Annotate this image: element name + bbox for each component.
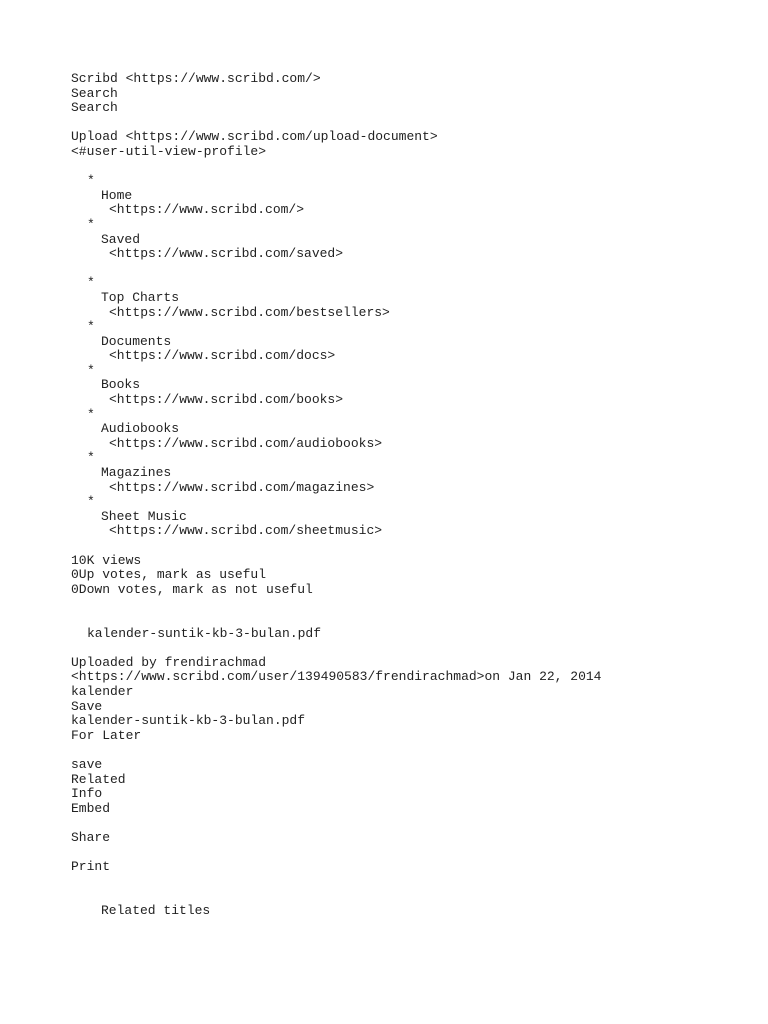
spacer <box>71 160 751 175</box>
uploaded-by: Uploaded by frendirachmad <box>71 654 267 670</box>
nav-item-home[interactable] <box>71 174 751 218</box>
nav-item-label[interactable]: Home <box>101 187 133 203</box>
search-button[interactable]: Search <box>71 100 118 116</box>
spacer <box>71 889 751 904</box>
document-tag[interactable]: kalender <box>71 683 134 699</box>
nav-item-url[interactable]: <https://www.scribd.com/sheetmusic> <box>109 523 383 539</box>
nav-item-url[interactable]: <https://www.scribd.com/saved> <box>109 246 344 262</box>
bullet: * <box>87 406 95 422</box>
views-count: 10K views <box>71 552 142 568</box>
spacer <box>71 116 751 131</box>
down-vote-button[interactable]: 0Down votes, mark as not useful <box>71 581 313 597</box>
bullet: * <box>87 216 95 232</box>
spacer <box>71 816 751 831</box>
main-nav <box>71 174 751 539</box>
nav-item-documents[interactable] <box>71 320 751 364</box>
search-label[interactable]: Search <box>71 85 118 101</box>
save-for-later-label[interactable]: For Later <box>71 727 142 743</box>
print-button[interactable]: Print <box>71 859 111 875</box>
uploader-link[interactable]: <https://www.scribd.com/user/139490583/frendirachmad>on Jan 22, 2014 <box>71 669 602 685</box>
document-actions <box>71 758 751 875</box>
bullet: * <box>87 494 95 510</box>
document-title: kalender-suntik-kb-3-bulan.pdf <box>87 625 322 641</box>
spacer <box>71 539 751 554</box>
document-stats <box>71 554 751 598</box>
nav-item-url[interactable]: <https://www.scribd.com/audiobooks> <box>109 435 383 451</box>
bullet: * <box>87 362 95 378</box>
related-action[interactable]: Related <box>71 771 126 787</box>
nav-item-url[interactable]: <https://www.scribd.com/> <box>109 202 305 218</box>
info-action[interactable]: Info <box>71 786 103 802</box>
spacer <box>71 262 751 277</box>
nav-item-url[interactable]: <https://www.scribd.com/books> <box>109 392 344 408</box>
nav-item-label[interactable]: Audiobooks <box>101 421 180 437</box>
save-filename: kalender-suntik-kb-3-bulan.pdf <box>71 713 306 729</box>
site-home-link[interactable]: Scribd <https://www.scribd.com/> <box>71 71 321 86</box>
document-info <box>71 627 751 744</box>
up-vote-button[interactable]: 0Up votes, mark as useful <box>71 567 267 583</box>
nav-item-label[interactable]: Magazines <box>101 465 172 481</box>
save-button[interactable]: Save <box>71 698 103 714</box>
spacer <box>71 612 751 627</box>
nav-item-label[interactable]: Saved <box>101 231 141 247</box>
nav-item-url[interactable]: <https://www.scribd.com/magazines> <box>109 479 375 495</box>
bullet: * <box>87 173 95 189</box>
embed-action[interactable]: Embed <box>71 800 111 816</box>
nav-item-books[interactable] <box>71 364 751 408</box>
spacer <box>71 743 751 758</box>
spacer <box>71 845 751 860</box>
profile-link[interactable]: <#user-util-view-profile> <box>71 143 267 159</box>
spacer <box>71 875 751 890</box>
nav-item-sheet-music[interactable] <box>71 495 751 539</box>
header <box>71 72 751 160</box>
nav-item-label[interactable]: Books <box>101 377 141 393</box>
nav-item-top-charts[interactable] <box>71 276 751 320</box>
save-action[interactable]: save <box>71 756 103 772</box>
bullet: * <box>87 275 95 291</box>
bullet: * <box>87 450 95 466</box>
nav-item-label[interactable]: Sheet Music <box>101 508 187 524</box>
nav-item-label[interactable]: Documents <box>101 333 172 349</box>
share-button[interactable]: Share <box>71 829 111 845</box>
bullet: * <box>87 319 95 335</box>
spacer <box>71 641 751 656</box>
nav-item-saved[interactable] <box>71 218 751 262</box>
upload-link[interactable]: Upload <https://www.scribd.com/upload-document> <box>71 129 438 145</box>
nav-item-url[interactable]: <https://www.scribd.com/bestsellers> <box>109 304 390 320</box>
nav-item-audiobooks[interactable] <box>71 408 751 452</box>
spacer <box>71 597 751 612</box>
nav-item-url[interactable]: <https://www.scribd.com/docs> <box>109 348 336 364</box>
nav-item-magazines[interactable] <box>71 451 751 495</box>
page-content <box>71 72 751 918</box>
nav-item-label[interactable]: Top Charts <box>101 289 180 305</box>
related-titles-heading: Related titles <box>101 902 211 918</box>
